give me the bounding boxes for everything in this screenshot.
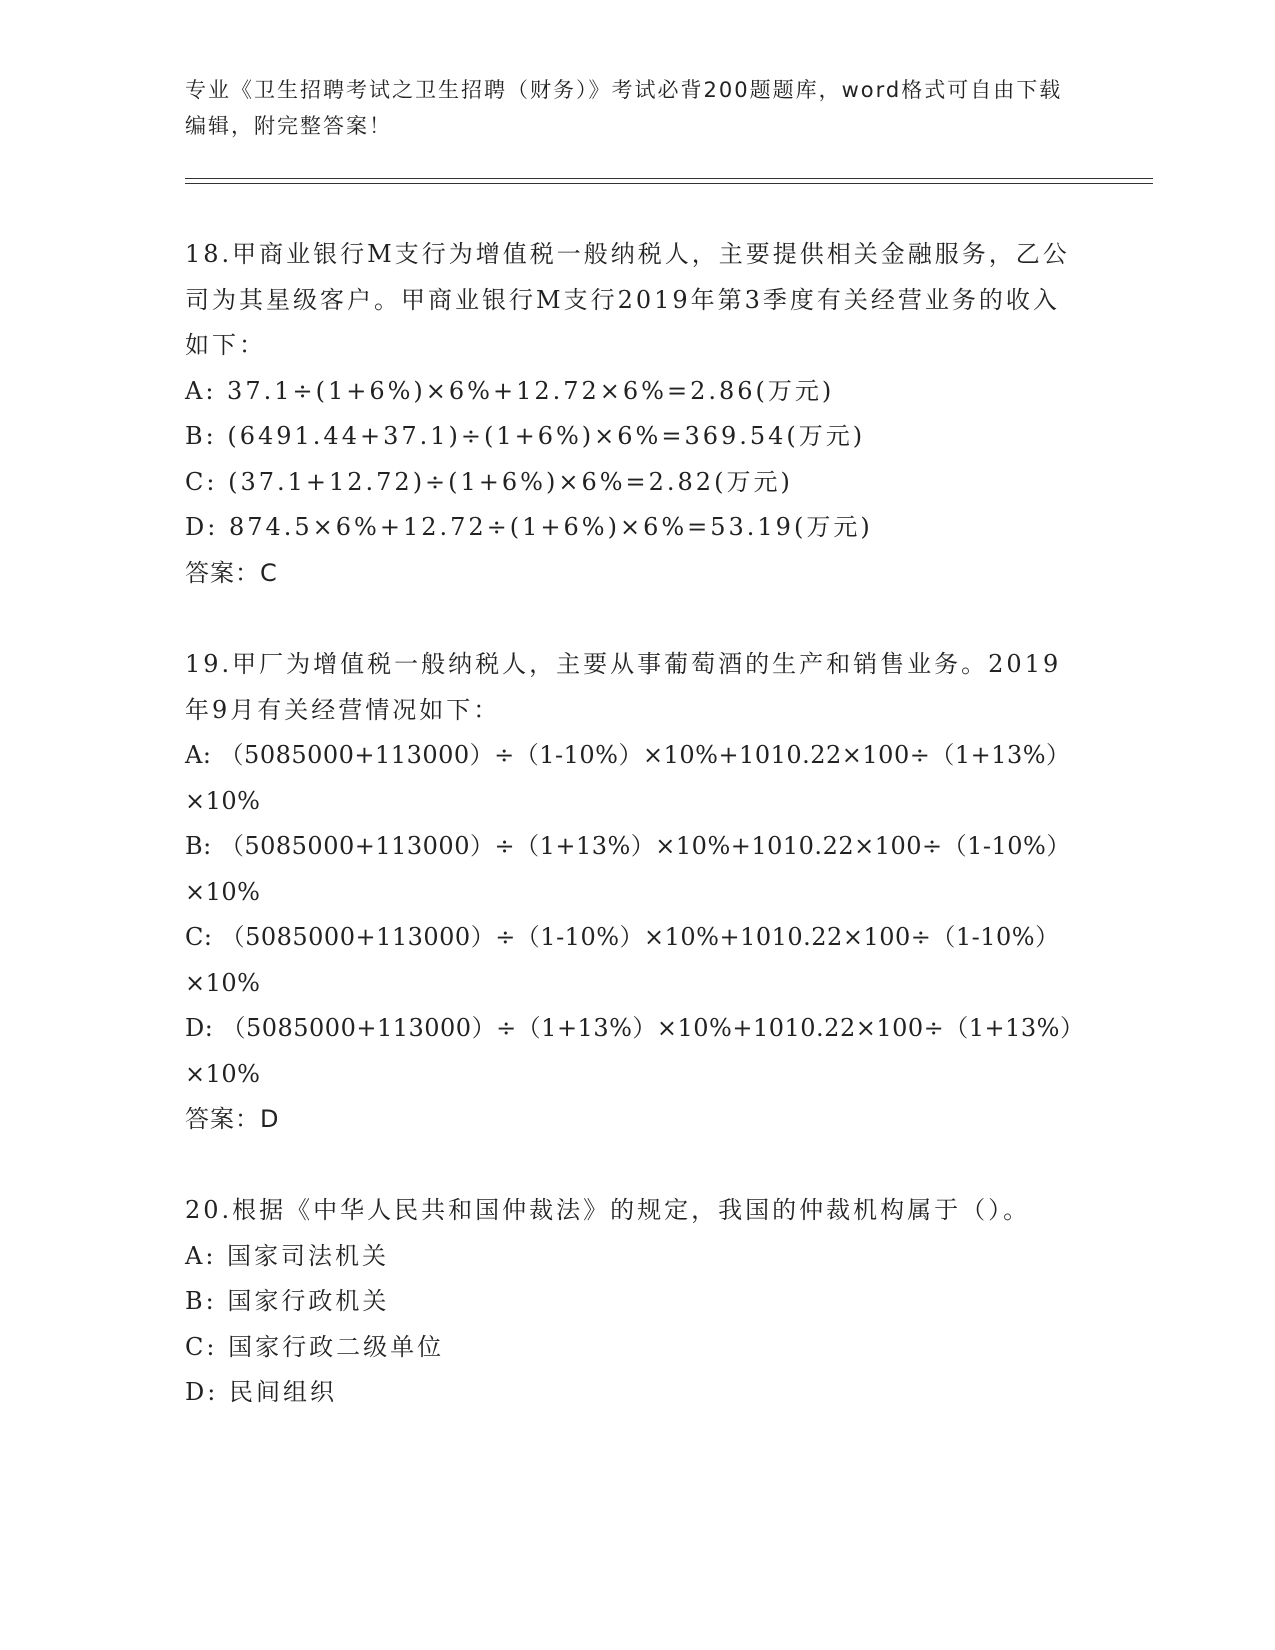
option-d: D: 民间组织	[185, 1378, 337, 1406]
answer-line: 答案：D	[185, 1105, 280, 1133]
question-19	[185, 642, 1085, 1143]
question-20	[185, 1188, 1085, 1416]
option-a: A: （5085000+113000）÷（1-10%）×10%+1010.22×100÷（1+13%）×10%	[185, 741, 1071, 815]
option-b: B: 国家行政机关	[185, 1287, 390, 1315]
question-stem: 20.根据《中华人民共和国仲裁法》的规定，我国的仲裁机构属于（）。	[185, 1196, 1031, 1224]
question-stem: 18.甲商业银行M支行为增值税一般纳税人，主要提供相关金融服务，乙公司为其星级客户。甲商业银行M支行2019年第3季度有关经营业务的收入如下：	[185, 240, 1070, 359]
option-c: C: （5085000+113000）÷（1-10%）×10%+1010.22×100÷（1-10%）×10%	[185, 923, 1060, 997]
option-d: D: （5085000+113000）÷（1+13%）×10%+1010.22×100÷（1+13%）×10%	[185, 1014, 1085, 1088]
question-18	[185, 232, 1085, 596]
header-divider	[185, 178, 1153, 179]
option-a: A: 37.1÷(1+6%)×6%+12.72×6%=2.86(万元)	[185, 376, 835, 405]
option-d: D: 874.5×6%+12.72÷(1+6%)×6%=53.19(万元)	[185, 513, 873, 541]
header-divider-second	[185, 183, 1153, 184]
option-a: A: 国家司法机关	[185, 1241, 390, 1270]
option-c: C: (37.1+12.72)÷(1+6%)×6%=2.82(万元)	[185, 467, 793, 496]
answer-line: 答案：C	[185, 558, 278, 587]
document-header: 专业《卫生招聘考试之卫生招聘（财务）》考试必背200题题库，word格式可自由下载编辑，附完整答案！	[185, 78, 1063, 138]
question-stem: 19.甲厂为增值税一般纳税人，主要从事葡萄酒的生产和销售业务。2019年9月有关经营情况如下：	[185, 650, 1062, 724]
option-b: B: （5085000+113000）÷（1+13%）×10%+1010.22×100÷（1-10%）×10%	[185, 832, 1071, 906]
option-c: C: 国家行政二级单位	[185, 1332, 445, 1361]
option-b: B: (6491.44+37.1)÷(1+6%)×6%=369.54(万元)	[185, 422, 866, 450]
